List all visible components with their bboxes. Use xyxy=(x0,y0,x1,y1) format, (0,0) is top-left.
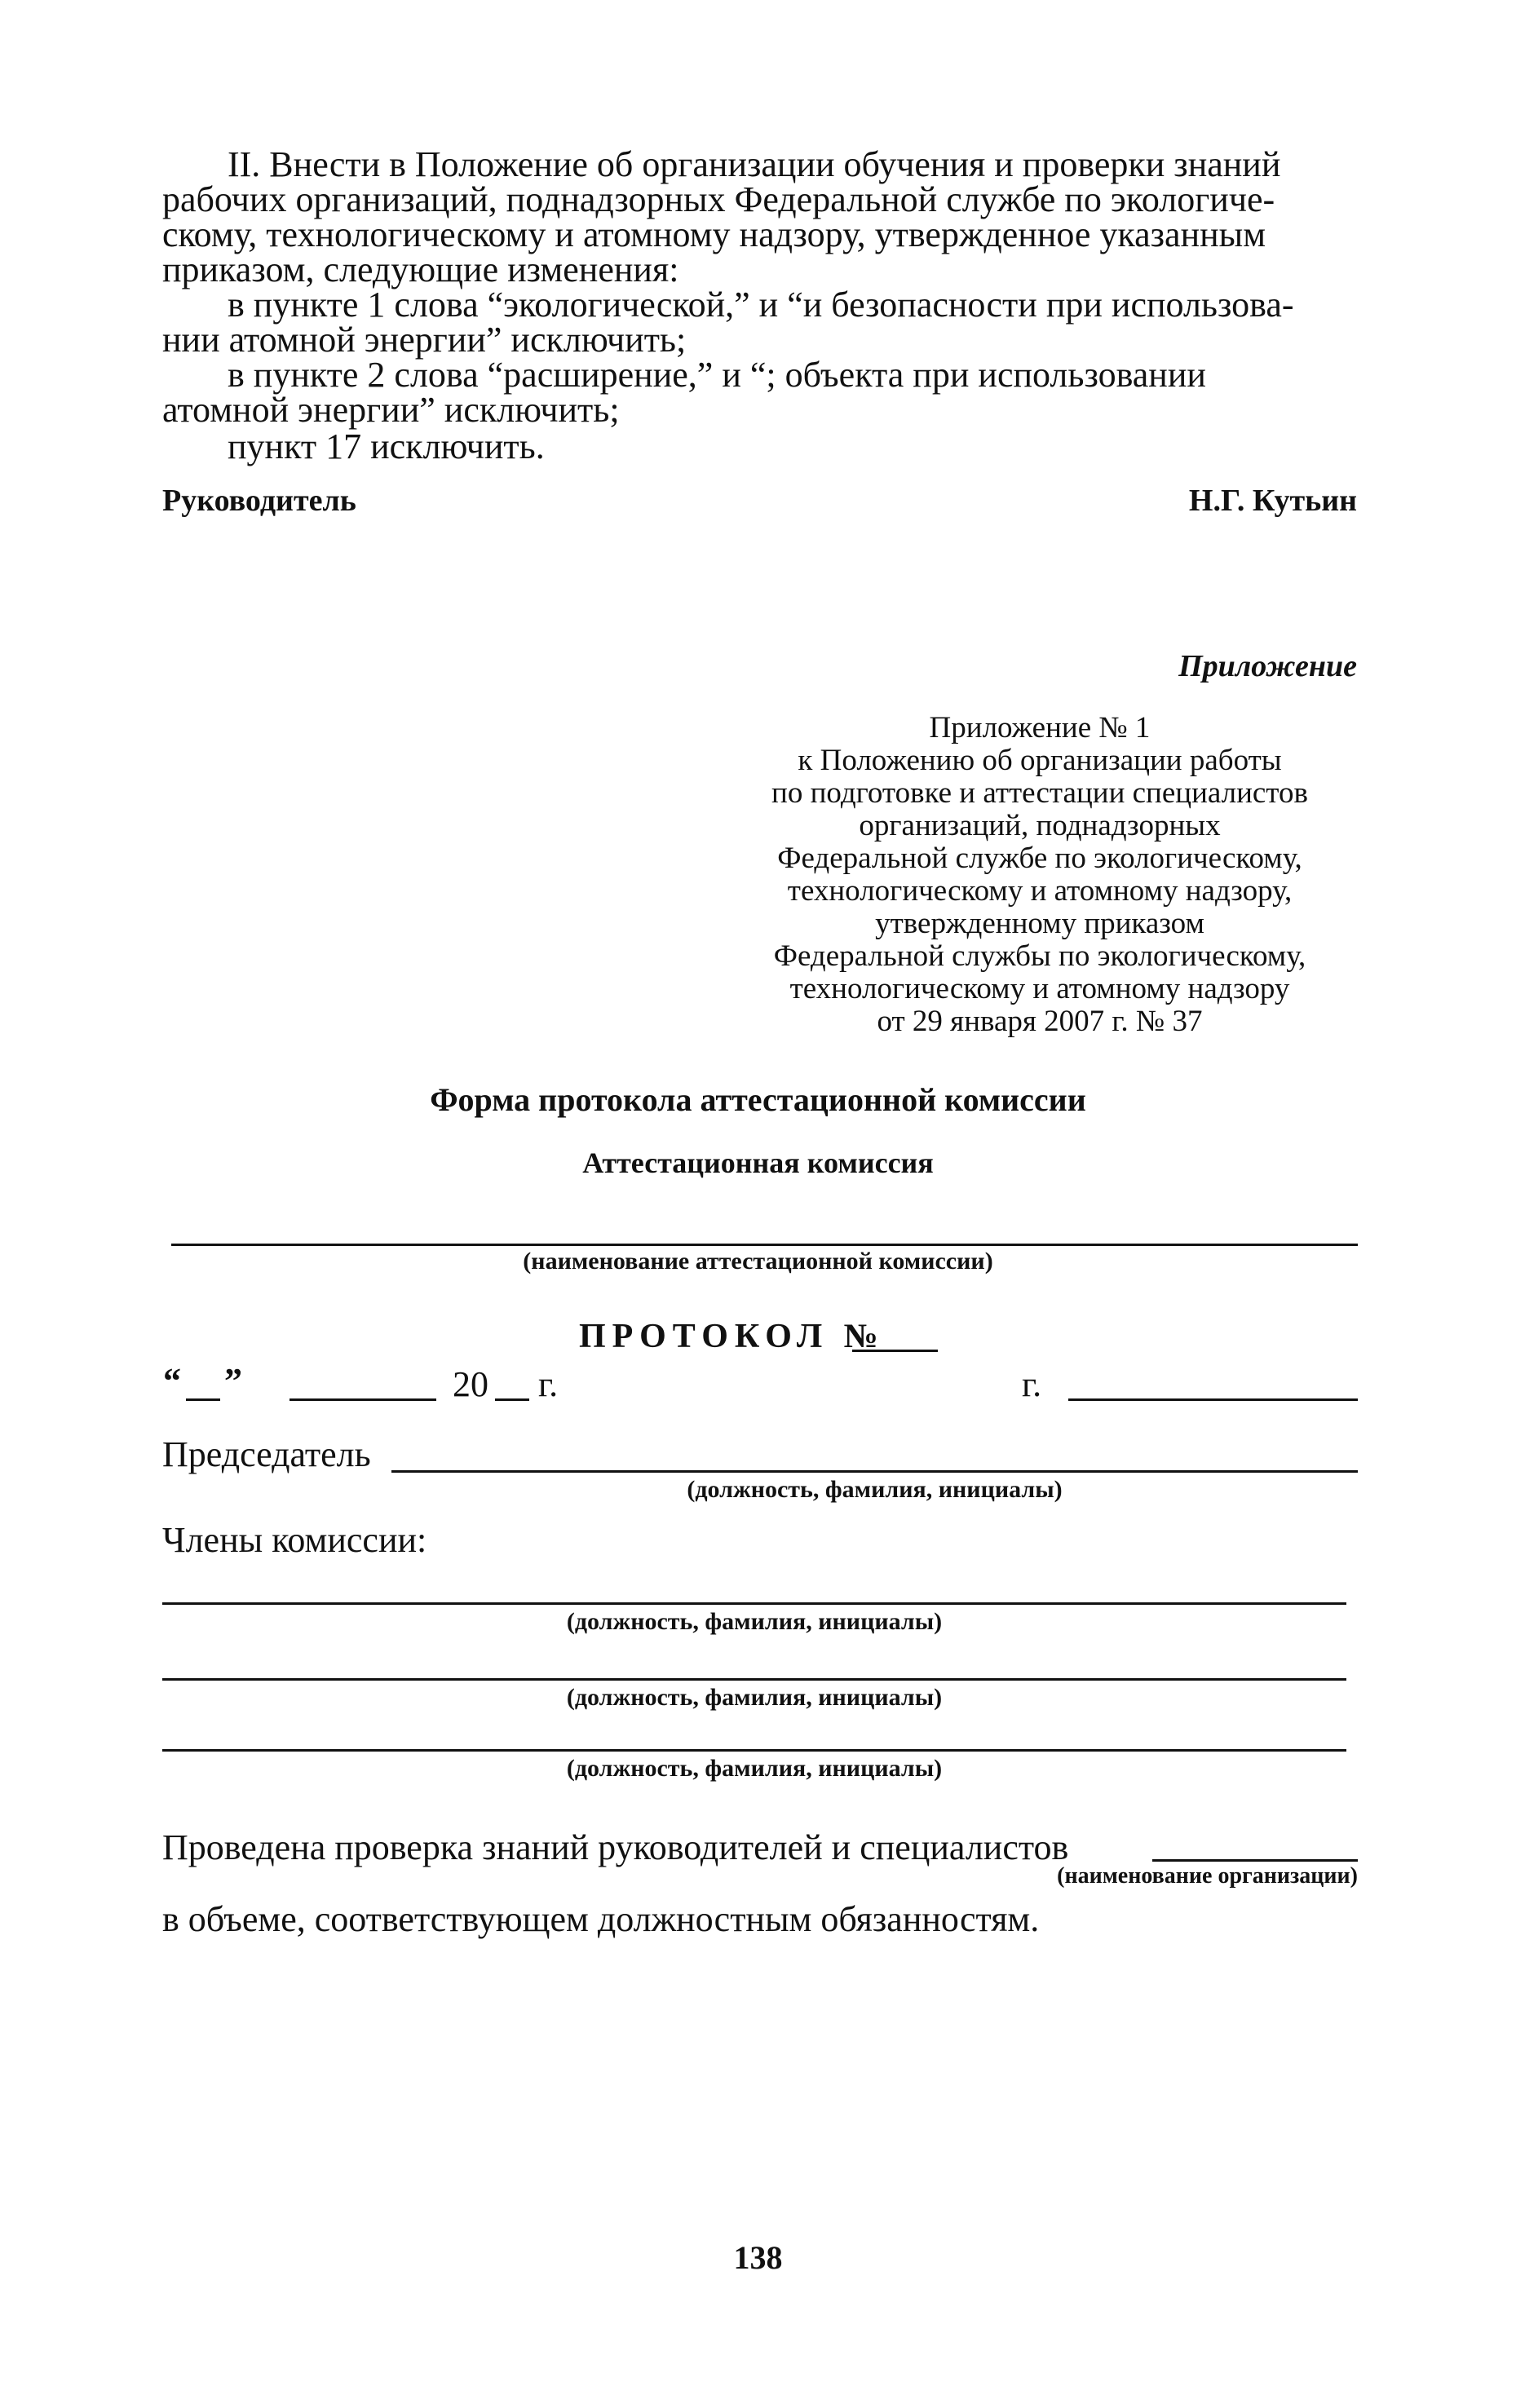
scope-text: в объеме, соответствующем должностным обязанностям. xyxy=(162,1899,1040,1939)
appendix-line: к Положению об организации работы xyxy=(798,744,1282,777)
appendix-line: Федеральной службе по экологическому, xyxy=(777,842,1302,875)
member-line-3[interactable] xyxy=(162,1749,1346,1752)
paragraph-line: в пункте 2 слова “расширение,” и “; объекта при использовании xyxy=(228,355,1206,395)
protocol-number-line[interactable] xyxy=(852,1350,938,1352)
signature-name: Н.Г. Кутьин xyxy=(1188,484,1357,518)
members-label: Члены комиссии: xyxy=(162,1520,427,1560)
appendix-block xyxy=(718,712,1362,1038)
paragraph-line: II. Внести в Положение об организации обучения и проверки знаний xyxy=(228,144,1281,184)
paragraph-line: скому, технологическому и атомному надзору, утвержденное указанным xyxy=(162,214,1266,254)
paragraph-line: в пункте 1 слова “экологической,” и “и безопасности при использова- xyxy=(228,285,1294,325)
member-caption-1: (должность, фамилия, инициалы) xyxy=(566,1608,943,1635)
paragraph-line: приказом, следующие изменения: xyxy=(162,250,679,289)
appendix-line: от 29 января 2007 г. № 37 xyxy=(877,1005,1203,1038)
member-line-2[interactable] xyxy=(162,1678,1346,1681)
page-number: 138 xyxy=(733,2239,783,2276)
member-caption-3: (должность, фамилия, инициалы) xyxy=(566,1755,943,1782)
organization-line[interactable] xyxy=(1152,1859,1358,1862)
protocol-label xyxy=(579,1317,885,1356)
commission-name-line[interactable] xyxy=(171,1244,1358,1246)
paragraph-line: нии атомной энергии” исключить; xyxy=(162,320,687,360)
date-year-prefix: 20 xyxy=(453,1364,488,1404)
paragraph-line: рабочих организаций, поднадзорных Федеральной службе по экологиче- xyxy=(162,179,1275,219)
organization-caption: (наименование организации) xyxy=(1057,1863,1358,1889)
city-prefix: г. xyxy=(1022,1364,1042,1404)
date-year-line[interactable] xyxy=(495,1398,529,1401)
date-quote-close: ” xyxy=(224,1361,242,1401)
commission-caption: (наименование аттестационной комиссии) xyxy=(523,1248,993,1275)
paragraph-line: атомной энергии” исключить; xyxy=(162,390,620,430)
appendix-line: Федеральной службы по экологическому, xyxy=(773,939,1306,973)
appendix-line: утвержденному приказом xyxy=(875,907,1204,940)
protocol-label-text: ПРОТОКОЛ № xyxy=(579,1318,885,1355)
paragraph-point1 xyxy=(162,285,1357,360)
form-subtitle: Аттестационная комиссия xyxy=(582,1147,934,1179)
member-line-1[interactable] xyxy=(162,1602,1346,1605)
city-line[interactable] xyxy=(1068,1398,1358,1401)
paragraph-point17: пункт 17 исключить. xyxy=(228,426,545,466)
appendix-line: организаций, поднадзорных xyxy=(859,809,1221,842)
paragraph-amendment-intro xyxy=(162,144,1357,289)
paragraph-point2 xyxy=(162,355,1357,430)
member-caption-2: (должность, фамилия, инициалы) xyxy=(566,1684,943,1711)
chairman-label: Председатель xyxy=(162,1434,371,1474)
check-text: Проведена проверка знаний руководителей и специалистов xyxy=(162,1827,1069,1867)
form-title: Форма протокола аттестационной комиссии xyxy=(430,1081,1086,1118)
date-month-line[interactable] xyxy=(289,1398,436,1401)
date-quote-open: “ xyxy=(163,1361,181,1401)
date-day-line[interactable] xyxy=(186,1398,220,1401)
appendix-line: Приложение № 1 xyxy=(929,711,1151,744)
appendix-line: технологическому и атомному надзору xyxy=(789,972,1290,1005)
appendix-title: Приложение xyxy=(1178,649,1357,683)
date-year-suffix: г. xyxy=(538,1364,559,1404)
chairman-caption: (должность, фамилия, инициалы) xyxy=(687,1476,1063,1503)
chairman-line[interactable] xyxy=(391,1470,1358,1473)
appendix-line: технологическому и атомному надзору, xyxy=(787,874,1293,908)
signature-role: Руководитель xyxy=(162,484,356,518)
appendix-line: по подготовке и аттестации специалистов xyxy=(771,776,1308,810)
